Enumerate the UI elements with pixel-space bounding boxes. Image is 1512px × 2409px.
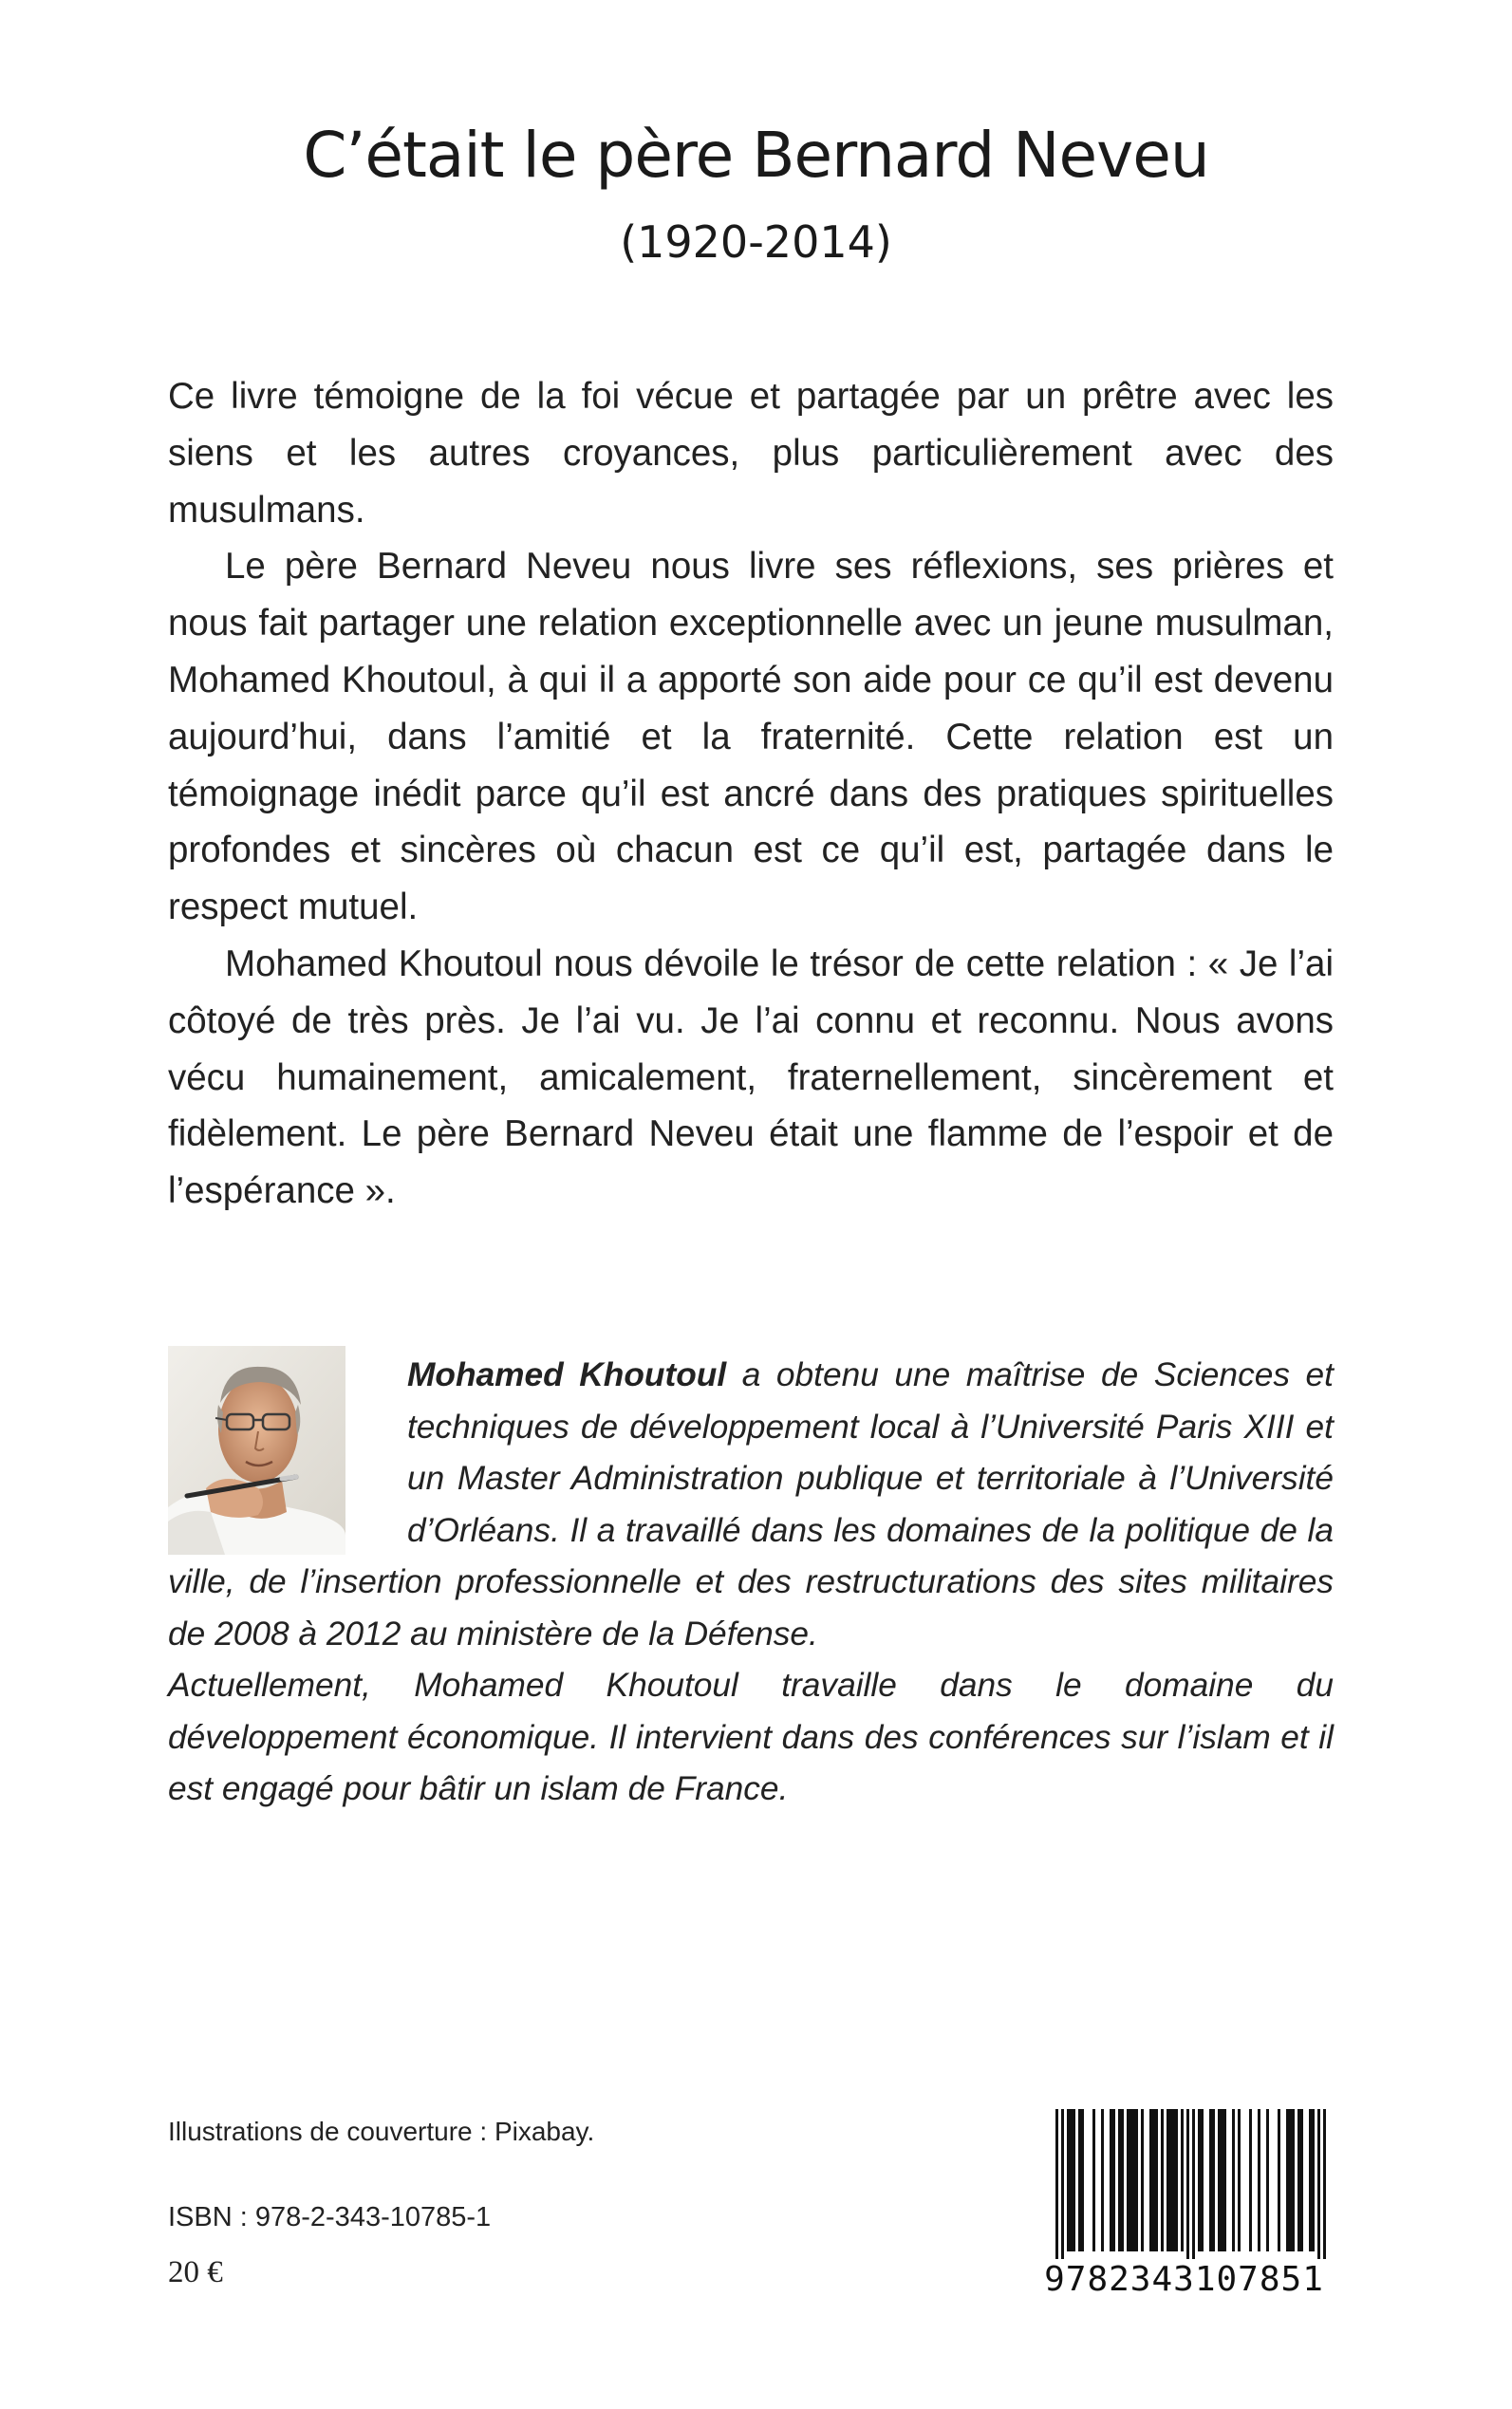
barcode-bar <box>1181 2109 1184 2251</box>
barcode-bar <box>1129 2109 1132 2251</box>
barcode-bar <box>1258 2109 1260 2251</box>
barcode-bar <box>1112 2109 1115 2251</box>
barcode-bar <box>1209 2109 1212 2251</box>
barcode <box>1035 2109 1334 2308</box>
barcode-bar <box>1061 2109 1064 2266</box>
barcode-bar <box>1289 2109 1292 2251</box>
author-name: Mohamed Khoutoul <box>407 1356 727 1393</box>
barcode-bar <box>1127 2109 1129 2251</box>
barcode-bar <box>1292 2109 1295 2251</box>
barcode-bar <box>1175 2109 1178 2251</box>
barcode-bar <box>1297 2109 1300 2251</box>
barcode-bar <box>1092 2109 1095 2251</box>
barcode-bar <box>1266 2109 1269 2251</box>
summary-text <box>168 368 1334 1220</box>
barcode-bar <box>1055 2109 1058 2266</box>
book-title: C’était le père Bernard Neveu <box>303 119 1209 192</box>
barcode-bar <box>1070 2109 1073 2251</box>
barcode-bar <box>1201 2109 1204 2251</box>
barcode-bar <box>1218 2109 1221 2251</box>
barcode-bar <box>1152 2109 1155 2251</box>
barcode-bar <box>1078 2109 1081 2251</box>
barcode-bar <box>1101 2109 1104 2251</box>
barcode-bar <box>1073 2109 1075 2251</box>
barcode-bars <box>1035 2109 1334 2266</box>
barcode-bar <box>1169 2109 1172 2251</box>
barcode-bar <box>1323 2109 1326 2266</box>
barcode-bar <box>1110 2109 1112 2251</box>
price: 20 € <box>168 2255 223 2289</box>
barcode-bar <box>1309 2109 1312 2251</box>
summary-paragraph: Le père Bernard Neveu nous livre ses réflexions, ses prières et nous fait partager une relation exceptionnelle avec un jeune musulman, Mohamed Khoutoul, à qui il a apporté son aide pour ce qu’il est devenu aujourd’hui, dans l’amitié et la fraternité. Cette relation est un témoignage inédit parce qu’il est ancré dans des pratiques spirituelles profondes et sincères où chacun est ce qu’il est, partagée dans le respect mutuel. <box>168 546 1334 928</box>
barcode-bar <box>1286 2109 1289 2251</box>
isbn: ISBN : 978-2-343-10785-1 <box>168 2202 492 2232</box>
barcode-digits: 9782343107851 <box>1035 2259 1334 2301</box>
barcode-bar <box>1249 2109 1252 2251</box>
author-bio-paragraph: Actuellement, Mohamed Khoutoul travaille dans le domaine du développement économique. Il intervient dans des conférences sur l’islam et il est engagé pour bâtir un islam de France. <box>168 1667 1334 1807</box>
barcode-bar <box>1135 2109 1138 2251</box>
barcode-bar <box>1121 2109 1124 2251</box>
barcode-bar <box>1221 2109 1223 2251</box>
barcode-bar <box>1300 2109 1303 2251</box>
barcode-bar <box>1167 2109 1169 2251</box>
barcode-bar <box>1317 2109 1320 2266</box>
author-bio <box>168 1350 1334 1816</box>
barcode-bar <box>1312 2109 1315 2251</box>
barcode-bar <box>1118 2109 1121 2251</box>
author-bio-text: a obtenu une maîtrise de Sciences et techniques de développement local à l’Université Paris XIII et un Master Administration publique et territoriale à l’Université d’Orléans. Il a travaillé dans les domaines de la politique de la ville, de l’insertion professionnelle et des restructurations des sites militaires de 2008 à 2012 au ministère de la Défense. <box>168 1356 1334 1653</box>
barcode-bar <box>1212 2109 1215 2251</box>
cover-credit: Illustrations de couverture : Pixabay. <box>168 2117 595 2146</box>
barcode-bar <box>1141 2109 1144 2251</box>
barcode-bar <box>1132 2109 1135 2251</box>
book-dates: (1920-2014) <box>620 216 892 268</box>
summary-paragraph: Mohamed Khoutoul nous dévoile le trésor de cette relation : « Je l’ai côtoyé de très près. Je l’ai vu. Je l’ai connu et reconnu. Nous avons vécu humainement, amicalement, fraternellement, sincèrement et fidèlement. Le père Bernard Neveu était une flamme de l’espoir et de l’espérance ». <box>168 943 1334 1212</box>
barcode-bar <box>1198 2109 1201 2251</box>
barcode-bar <box>1067 2109 1070 2251</box>
barcode-bar <box>1172 2109 1175 2251</box>
summary-paragraph: Ce livre témoigne de la foi vécue et partagée par un prêtre avec les siens et les autres croyances, plus particulièrement avec des musulmans. <box>168 376 1334 531</box>
barcode-bar <box>1186 2109 1189 2266</box>
barcode-bar <box>1278 2109 1280 2251</box>
barcode-bar <box>1238 2109 1241 2251</box>
barcode-bar <box>1223 2109 1226 2251</box>
barcode-bar <box>1232 2109 1235 2251</box>
barcode-bar <box>1161 2109 1164 2251</box>
barcode-bar <box>1081 2109 1084 2251</box>
barcode-bar <box>1149 2109 1152 2251</box>
barcode-bar <box>1192 2109 1195 2266</box>
barcode-bar <box>1155 2109 1158 2251</box>
